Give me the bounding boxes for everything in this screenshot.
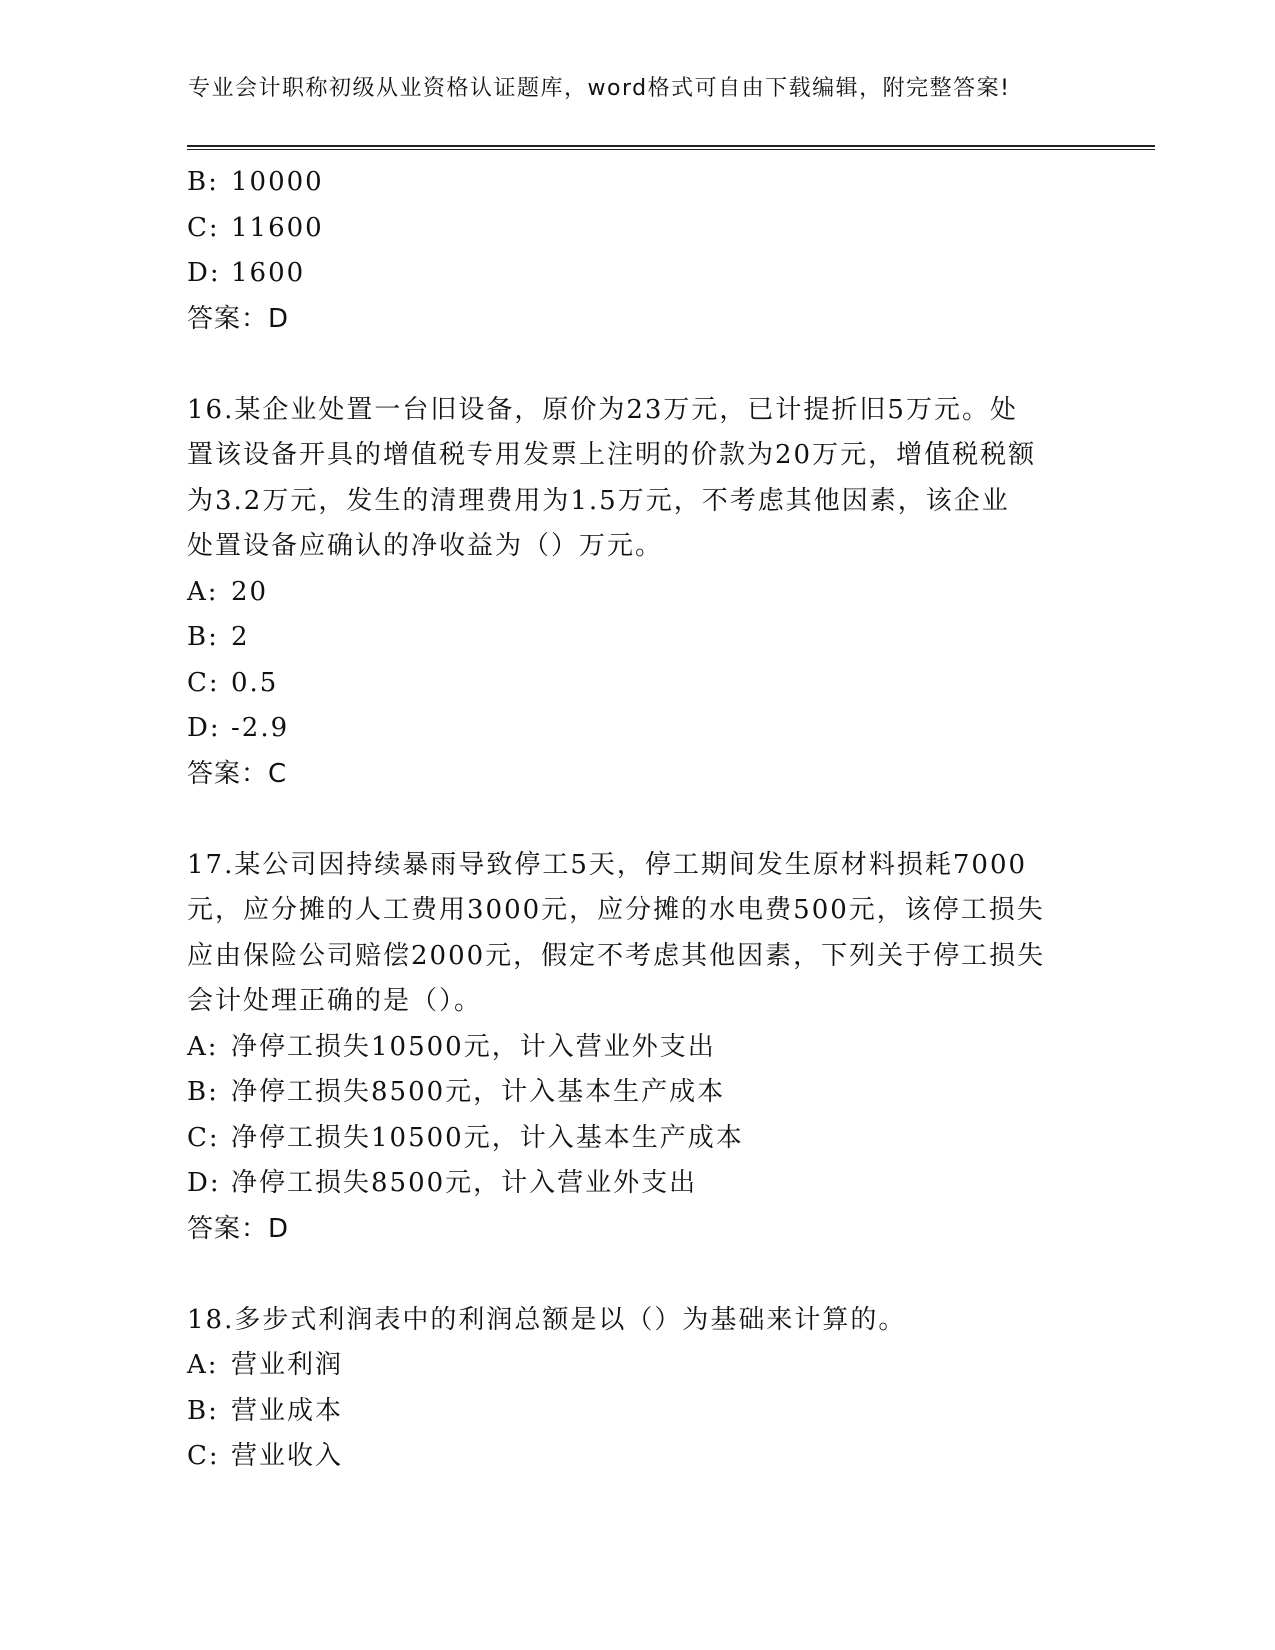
answer-line: 答案：D [187, 1213, 290, 1244]
option-d: D: 净停工损失8500元，计入营业外支出 [187, 1168, 698, 1198]
option-c: C: 营业收入 [187, 1441, 344, 1471]
answer-line: 答案：C [187, 758, 288, 789]
option-c: C: 11600 [187, 212, 324, 243]
option-a: A: 20 [187, 576, 269, 607]
option-b: B: 2 [187, 622, 250, 652]
option-d: D: -2.9 [187, 713, 290, 743]
option-b: B: 净停工损失8500元，计入基本生产成本 [187, 1077, 726, 1107]
option-c: C: 0.5 [187, 667, 279, 698]
question-text-line: 会计处理正确的是（）。 [187, 986, 483, 1016]
question-text-line: 为3.2万元，发生的清理费用为1.5万元，不考虑其他因素，该企业 [187, 485, 1010, 516]
question-text-line: 18.多步式利润表中的利润总额是以（）为基础来计算的。 [187, 1304, 907, 1335]
option-b: B: 10000 [187, 167, 324, 197]
question-text-line: 置该设备开具的增值税专用发票上注明的价款为20万元，增值税税额 [187, 440, 1037, 470]
spacer [187, 1252, 1107, 1298]
spacer [187, 797, 1107, 843]
spacer [187, 342, 1107, 388]
header-divider [187, 145, 1155, 150]
answer-line: 答案：D [187, 303, 290, 334]
option-a: A: 净停工损失10500元，计入营业外支出 [187, 1031, 716, 1062]
question-text-line: 处置设备应确认的净收益为（）万元。 [187, 531, 664, 561]
question-text-line: 17.某公司因持续暴雨导致停工5天，停工期间发生原材料损耗7000 [187, 849, 1028, 880]
question-17 [187, 843, 1107, 1253]
question-text-line: 元，应分摊的人工费用3000元，应分摊的水电费500元，该停工损失 [187, 895, 1045, 925]
question-content [187, 160, 1107, 1480]
question-text-line: 16.某企业处置一台旧设备，原价为23万元，已计提折旧5万元。处 [187, 394, 1018, 425]
prev-question-block [187, 160, 1107, 342]
question-16 [187, 388, 1107, 798]
question-18 [187, 1298, 1107, 1480]
option-d: D: 1600 [187, 258, 306, 288]
option-b: B: 营业成本 [187, 1395, 344, 1426]
question-text-line: 应由保险公司赔偿2000元，假定不考虑其他因素，下列关于停工损失 [187, 940, 1046, 971]
option-a: A: 营业利润 [187, 1350, 344, 1380]
page-header: 专业会计职称初级从业资格认证题库，word格式可自由下载编辑，附完整答案! [188, 76, 1011, 101]
option-c: C: 净停工损失10500元，计入基本生产成本 [187, 1122, 744, 1153]
